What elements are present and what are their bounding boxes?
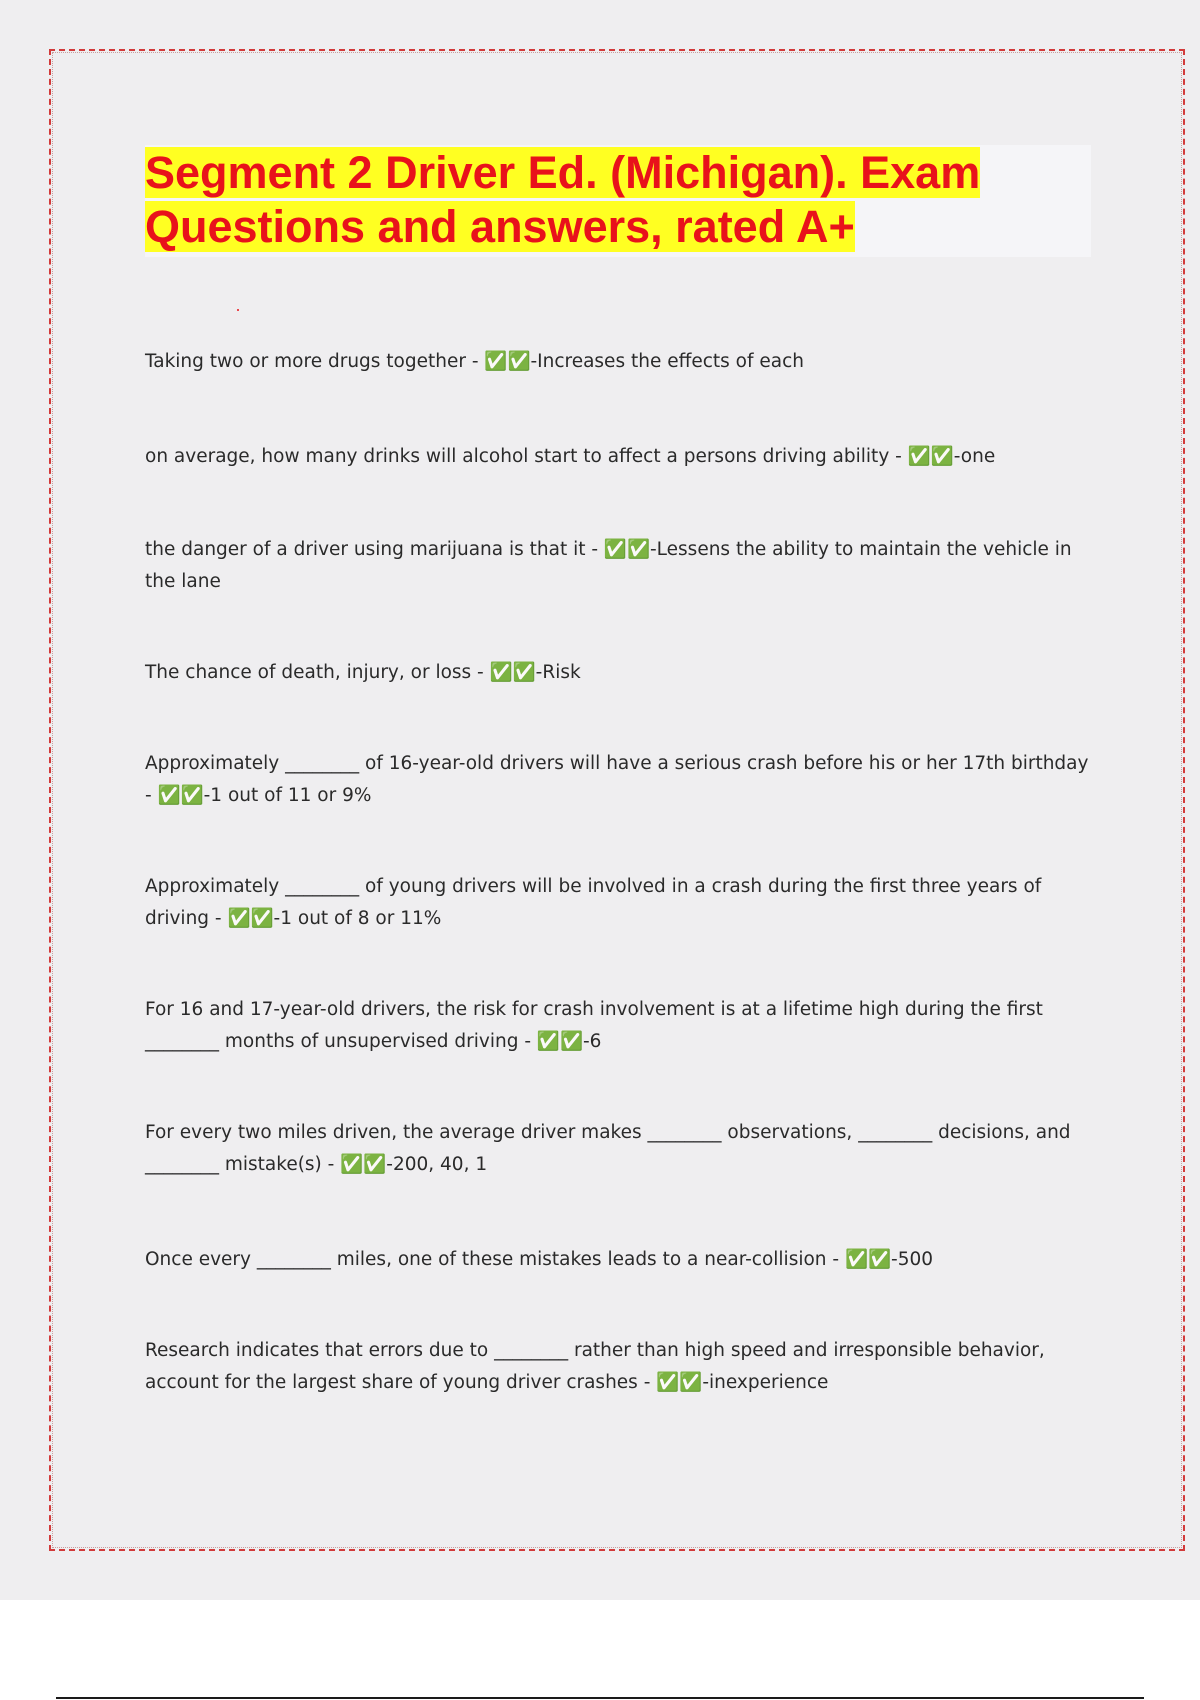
qa-item-6: Approximately ________ of young drivers will be involved in a crash during the first three years of driving - ✅✅-1 out of 8 or 11% <box>145 876 1042 929</box>
qa-item-9: Once every ________ miles, one of these mistakes leads to a near-collision - ✅✅-500 <box>145 1249 934 1270</box>
qa-item-4: The chance of death, injury, or loss - ✅✅-Risk <box>145 662 581 683</box>
stray-mark <box>237 309 239 311</box>
qa-item-2: on average, how many drinks will alcohol start to affect a persons driving ability - ✅✅-one <box>145 446 996 467</box>
bottom-rule <box>56 1697 1144 1699</box>
qa-item-8: For every two miles driven, the average driver makes ________ observations, ________ decisions, and ________ mistake(s) - ✅✅-200, 40, 1 <box>145 1122 1071 1175</box>
qa-item-5: Approximately ________ of 16-year-old drivers will have a serious crash before his or her 17th birthday - ✅✅-1 out of 11 or 9% <box>145 753 1089 806</box>
document-title <box>145 146 1091 254</box>
title-highlight: Segment 2 Driver Ed. (Michigan). Exam Questions and answers, rated A+ <box>145 147 981 252</box>
qa-item-1: Taking two or more drugs together - ✅✅-Increases the effects of each <box>145 351 804 372</box>
qa-item-3: the danger of a driver using marijuana is that it - ✅✅-Lessens the ability to maintain the vehicle in the lane <box>145 539 1072 592</box>
qa-item-7: For 16 and 17-year-old drivers, the risk for crash involvement is at a lifetime high during the first ________ months of unsupervised driving - ✅✅-6 <box>145 999 1043 1052</box>
qa-item-10: Research indicates that errors due to ________ rather than high speed and irresponsible behavior, account for the largest share of young driver crashes - ✅✅-inexperience <box>145 1340 1045 1393</box>
